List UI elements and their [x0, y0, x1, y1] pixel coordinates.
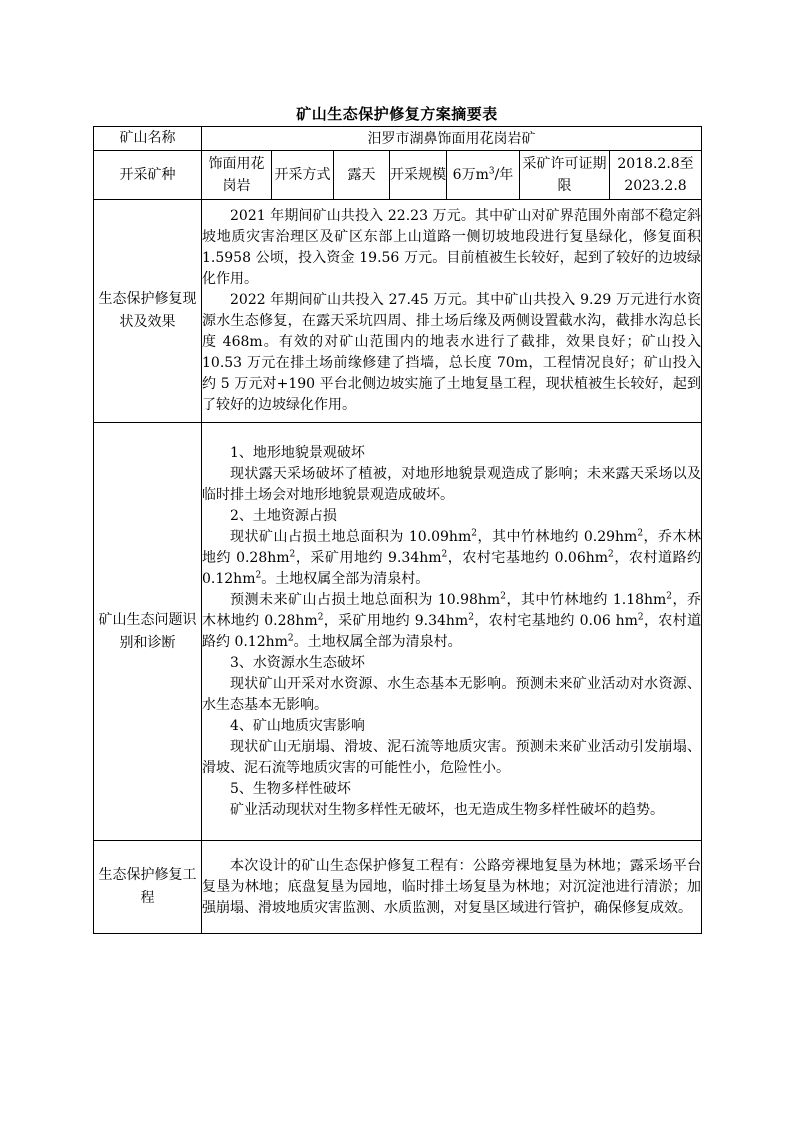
- problems-row: [94, 423, 702, 841]
- works-content: [202, 841, 702, 934]
- problems-label: 矿山生态问题识别和诊断: [94, 423, 202, 841]
- status-paragraph-2021: 2021 年期间矿山共投入 22.23 万元。其中矿山对矿界范围外南部不稳定斜坡地质灾害治理区及矿区东部上山道路一侧切坡地段进行复垦绿化，修复面积 1.5958 公顷，投入资金 19.56 万元。目前植被生长较好，起到了较好的边坡绿化作用。: [202, 208, 702, 287]
- problem-heading-biodiversity: 5、生物多样性破坏: [230, 780, 351, 797]
- permit-label: 采矿许可证期限: [520, 151, 610, 200]
- mineral-label: 开采矿种: [94, 151, 202, 200]
- mining-row: [94, 151, 702, 200]
- summary-table: [93, 126, 702, 934]
- problem-text-biodiversity: 矿业活动现状对生物多样性无破坏，也无造成生物多样性破坏的趋势。: [230, 801, 664, 818]
- problems-content: [202, 423, 702, 841]
- problem-heading-land: 2、土地资源占损: [230, 507, 337, 524]
- problem-heading-geohazard: 4、矿山地质灾害影响: [230, 717, 365, 734]
- scale-value: [447, 151, 520, 200]
- status-content: [202, 200, 702, 423]
- method-label: 开采方式: [272, 151, 334, 200]
- works-text: 本次设计的矿山生态保护修复工程有：公路旁裸地复垦为林地；露采场平台复垦为林地；底盘复垦为园地，临时排土场复垦为林地；对沉淀池进行清淤；加强崩塌、滑坡地质灾害监测、水质监测，对复垦区域进行管护，确保修复成效。: [202, 857, 702, 916]
- problem-text-land-current: 现状矿山占损土地总面积为 $10.09hm^2$，其中竹林地约 $0.29hm^2$，乔木林地约 $0.28hm^2$，采矿用地约 $9.34hm^2$，农村宅基地约 $0.06hm^2$，农村道路约 $0.12hm^2$。土地权属全部为清泉村。: [202, 527, 702, 587]
- status-label: 生态保护修复现状及效果: [94, 200, 202, 423]
- mine-name-row: [94, 127, 702, 151]
- works-row: [94, 841, 702, 934]
- works-label: 生态保护修复工程: [94, 841, 202, 934]
- permit-value: 2018.2.8至2023.2.8: [610, 151, 702, 200]
- scale-label: 开采规模: [390, 151, 447, 200]
- mine-name-value: 汨罗市湖鼻饰面用花岗岩矿: [202, 127, 702, 151]
- problem-text-landform: 现状露天采场破坏了植被，对地形地貌景观造成了影响；未来露天采场以及临时排土场会对地形地貌景观造成破坏。: [202, 465, 702, 503]
- problem-text-geohazard: 现状矿山无崩塌、滑坡、泥石流等地质灾害。预测未来矿业活动引发崩塌、滑坡、泥石流等地质灾害的可能性小，危险性小。: [202, 738, 702, 776]
- page-title: 矿山生态保护修复方案摘要表: [296, 105, 498, 123]
- problem-heading-landform: 1、地形地貌景观破坏: [230, 444, 365, 461]
- mine-name-label: 矿山名称: [94, 127, 202, 151]
- mineral-value: 饰面用花岗岩: [202, 151, 272, 200]
- status-row: [94, 200, 702, 423]
- problem-heading-water: 3、水资源水生态破坏: [230, 654, 365, 671]
- scale-prefix: 6万m: [452, 167, 489, 183]
- scale-suffix: /年: [494, 167, 514, 183]
- problem-text-land-forecast: 预测未来矿山占损土地总面积为 $10.98hm^2$，其中竹林地约 $1.18hm^2$，乔木林地约 $0.28hm^2$，采矿用地约 $9.34hm^2$，农村宅基地约 0.06 $hm^2$，农村道路约 $0.12hm^2$。土地权属全部为清泉村。: [202, 590, 702, 650]
- method-value: 露天: [334, 151, 390, 200]
- scale-sup: 3: [488, 166, 495, 177]
- problem-text-water: 现状矿山开采对水资源、水生态基本无影响。预测未来矿业活动对水资源、水生态基本无影响。: [202, 675, 702, 713]
- status-paragraph-2022: 2022 年期间矿山共投入 27.45 万元。其中矿山共投入 9.29 万元进行水资源水生态修复，在露天采坑四周、排土场后缘及两侧设置截水沟，截排水沟总长度 468m。有效的对矿山范围内的地表水进行了截排，效果良好；矿山投入 10.53 万元在排土场前缘修建了挡墙，总长度 70m，工程情况良好；矿山投入约 5 万元对+190 平台北侧边坡实施了土地复垦工程，现状植被生长较好，起到了较好的边坡绿化作用。: [202, 292, 702, 413]
